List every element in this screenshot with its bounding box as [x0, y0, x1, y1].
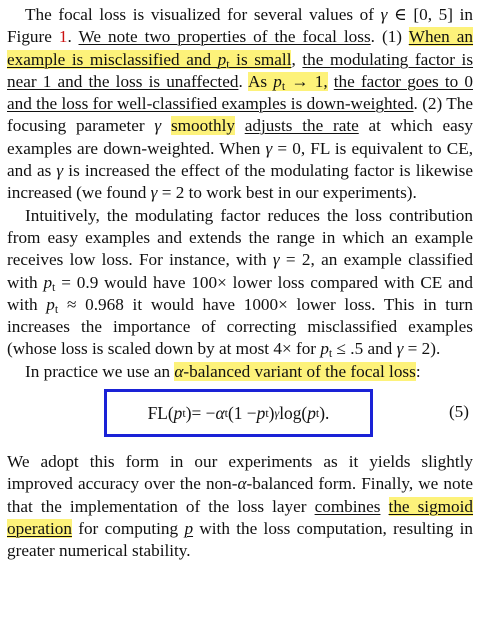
- math-gamma: γ: [150, 183, 158, 203]
- text-run: at which easy examples are down-weighted. When: [7, 116, 473, 158]
- equation-fl: FL: [147, 402, 168, 423]
- underlined-text: adjusts the rate: [244, 116, 359, 136]
- math-p: p: [43, 272, 53, 292]
- underlined-text: We note two properties of the focal loss: [78, 27, 371, 47]
- math-gamma: γ: [380, 5, 388, 24]
- text-run: [161, 116, 171, 135]
- text-run: .: [67, 27, 79, 47]
- math-gamma: γ: [154, 116, 162, 136]
- highlighted-underlined-text: When an example is misclassified and $p_t$ is small: [7, 27, 474, 71]
- text-run: = 0.9 would have 100× lower loss compared with CE and with: [7, 272, 473, 314]
- equation-paren: ): [268, 402, 275, 423]
- paragraph-modulating-factor: [7, 205, 473, 361]
- equation-p: p: [256, 402, 266, 423]
- underlined-text: the factor goes to 0 and the loss for well-classified examples is down-weighted: [7, 71, 474, 114]
- focal-loss-equation-box: FL ( p t ) = − α t (1 − p t ) γ log( p t ).: [104, 389, 373, 437]
- figure-reference-link[interactable]: 1: [58, 27, 68, 47]
- equation-paren: ): [185, 402, 192, 423]
- equation-number: (5): [448, 402, 469, 422]
- equation-p: p: [173, 402, 183, 423]
- text-run: for computing: [71, 518, 185, 538]
- highlighted-text: smoothly: [170, 116, 235, 136]
- highlighted-underlined-text: the sigmoid operation: [7, 496, 474, 538]
- equation-p: p: [307, 402, 316, 423]
- text-run: ∈ [0, 5] in Figure: [7, 5, 473, 47]
- math-subscript: t: [52, 279, 56, 294]
- text-run: = 0, FL is equivalent to CE, and as: [7, 138, 473, 181]
- paragraph-focal-loss-properties: [7, 4, 473, 205]
- math-subscript: t: [328, 346, 333, 361]
- text-run: ≈ 0.968 it would have 1000× lower loss. This in turn increases the importance of correcting misclassified examples (whose loss is scaled down by at most 4× for: [7, 294, 473, 359]
- math-gamma: γ: [396, 339, 404, 359]
- text-run: . (1): [370, 27, 409, 47]
- text-run: The focal loss is visualized for several values of: [25, 5, 381, 24]
- text-run: ,: [291, 49, 303, 69]
- text-run: :: [415, 361, 421, 381]
- text-run: We adopt this form in our experiments as it yields slightly improved accuracy over the non-: [7, 452, 473, 494]
- math-p: p: [46, 294, 55, 314]
- highlighted-text: As $p_t \to 1$,: [247, 71, 328, 93]
- equation-paren: (: [167, 402, 174, 423]
- paragraph-alpha-balanced: [7, 361, 473, 383]
- equation-alpha: α: [215, 402, 225, 423]
- math-p: p: [320, 339, 329, 359]
- underlined-text: the modulating factor is near 1 and the loss is unaffected: [7, 49, 474, 91]
- text-run: In practice we use an: [25, 361, 175, 381]
- text-run: with the loss computation, resulting in greater numerical stability.: [7, 518, 473, 561]
- text-run: [235, 116, 245, 135]
- text-run: Intuitively, the modulating factor reduces the loss contribution from easy examples and extends the range in which an example receives low loss. For instance, with: [7, 205, 473, 270]
- equation-term: (1 −: [227, 402, 257, 423]
- underlined-text: combines: [314, 496, 381, 516]
- text-run: .: [238, 71, 248, 91]
- text-run: [380, 497, 388, 516]
- text-run: . (2) The focusing parameter: [7, 94, 473, 136]
- text-run: = 2).: [403, 339, 441, 359]
- math-alpha: α: [237, 474, 247, 494]
- math-subscript: t: [54, 301, 59, 316]
- text-run: -balanced form. Finally, we note that the implementation of the loss layer: [7, 474, 474, 516]
- text-run: ≤ .5 and: [332, 339, 397, 359]
- text-run: = 2 to work best in our experiments).: [157, 183, 417, 203]
- paper-page: [7, 4, 473, 563]
- math-gamma: γ: [265, 138, 273, 158]
- highlighted-text: α-balanced variant of the focal loss: [174, 361, 416, 381]
- equation-log: log(: [279, 402, 308, 423]
- text-run: = 2, an example classified with: [7, 250, 473, 292]
- math-p-underlined: p: [184, 518, 194, 538]
- math-gamma: γ: [56, 161, 64, 181]
- equation-equals: = −: [191, 402, 216, 423]
- text-run: is increased the effect of the modulating factor is likewise increased (we found: [7, 161, 473, 203]
- paragraph-implementation: [7, 451, 473, 562]
- equation-row: [7, 389, 473, 447]
- math-gamma: γ: [272, 250, 280, 270]
- equation-end: ).: [319, 402, 330, 423]
